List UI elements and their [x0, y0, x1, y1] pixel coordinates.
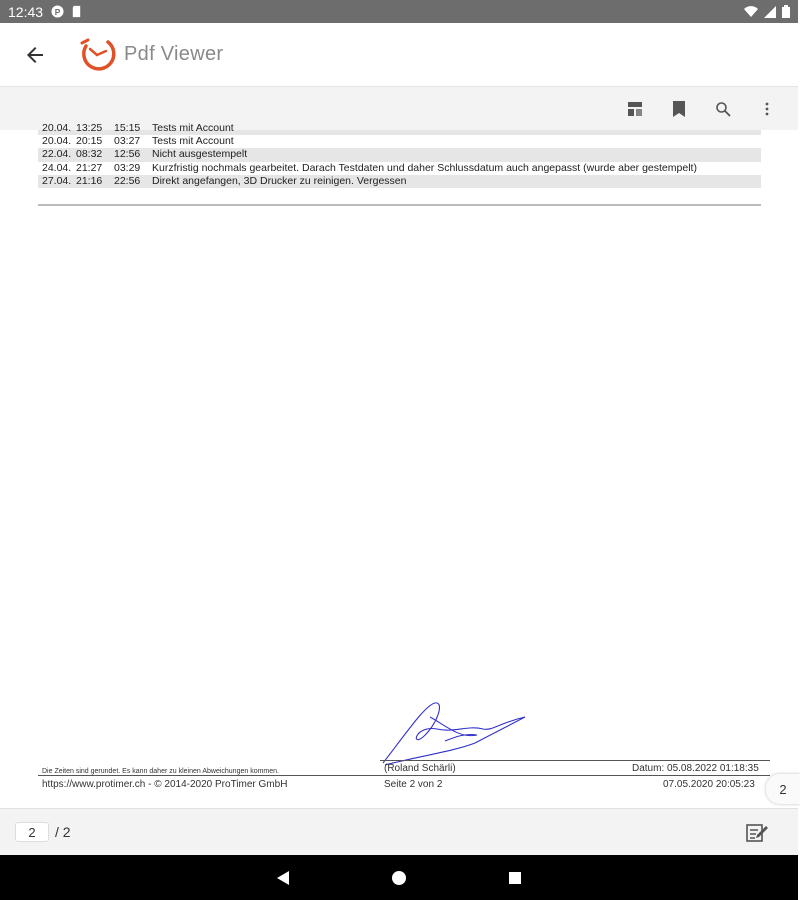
- footer-divider: [38, 775, 770, 776]
- wifi-icon: [744, 6, 758, 18]
- entry-duration: 22:56: [114, 174, 141, 187]
- page-indicator-badge[interactable]: 2: [766, 774, 800, 804]
- back-button[interactable]: [0, 23, 70, 86]
- system-nav-bar: [0, 855, 798, 900]
- recents-square-icon[interactable]: [507, 870, 523, 886]
- more-vert-icon: [764, 101, 770, 117]
- signature-name: (Roland Schärli): [384, 763, 456, 774]
- entry-date: 27.04.: [42, 174, 72, 187]
- p-circle-icon: [51, 5, 64, 18]
- layout-icon: [627, 101, 643, 117]
- entry-date: 24.04.: [42, 161, 72, 174]
- entry-date: 22.04.: [42, 148, 72, 161]
- app-bar: [0, 23, 798, 86]
- signature-line: [380, 760, 770, 761]
- sd-card-icon: [70, 5, 83, 18]
- layout-button[interactable]: [624, 98, 646, 120]
- entry-description: Direkt angefangen, 3D Drucker zu reinigen. Vergessen: [152, 174, 407, 187]
- entry-start: 20:15: [76, 135, 103, 147]
- page-number-input[interactable]: [15, 822, 49, 842]
- rounding-note: Die Zeiten sind gerundet. Es kann daher zu kleinen Abweichungen kommen.: [42, 768, 279, 775]
- bookmark-button[interactable]: [668, 98, 690, 120]
- table-row: [38, 162, 761, 175]
- pdf-page-view[interactable]: [0, 130, 798, 808]
- footer-url: https://www.protimer.ch - © 2014-2020 ProTimer GmbH: [42, 779, 288, 790]
- entry-start: 21:27: [76, 161, 103, 174]
- entry-date: 20.04.: [42, 135, 72, 147]
- page-total: / 2: [55, 824, 71, 840]
- handwritten-signature: [375, 695, 535, 767]
- app-title: Pdf Viewer: [124, 43, 224, 65]
- more-button[interactable]: [756, 98, 778, 120]
- footer-timestamp: 07.05.2020 20:05:23: [663, 779, 755, 790]
- pager-bar: [0, 808, 798, 855]
- svg-text:P: P: [54, 6, 61, 17]
- search-icon: [715, 101, 731, 117]
- home-circle-icon[interactable]: [391, 870, 407, 886]
- footer-page-number: Seite 2 von 2: [384, 779, 443, 790]
- table-row: [38, 148, 761, 161]
- entry-duration: 03:27: [114, 135, 141, 147]
- annotate-button[interactable]: [744, 819, 770, 845]
- table-row: [38, 175, 761, 188]
- time-entries-table: [38, 130, 761, 188]
- table-end-divider: [38, 204, 761, 206]
- app-brand: [78, 38, 223, 72]
- entry-duration: 03:29: [114, 161, 141, 174]
- protimer-clock-logo: [78, 38, 120, 72]
- search-button[interactable]: [712, 98, 734, 120]
- back-triangle-icon[interactable]: [275, 870, 291, 886]
- signature-date: Datum: 05.08.2022 01:18:35: [632, 763, 759, 774]
- edit-note-icon: [745, 821, 769, 843]
- entry-start: 21:16: [76, 174, 103, 187]
- entry-duration: 12:56: [114, 148, 141, 161]
- arrow-back-icon: [25, 45, 45, 65]
- entry-description: Tests mit Account: [152, 135, 234, 147]
- entry-start: 08:32: [76, 148, 103, 161]
- entry-description: Nicht ausgestempelt: [152, 148, 248, 161]
- status-time: 12:43: [8, 3, 44, 20]
- status-bar: [0, 0, 798, 23]
- table-row: [38, 135, 761, 148]
- bookmark-icon: [672, 101, 686, 117]
- signal-icon: [764, 6, 776, 18]
- battery-icon: [782, 5, 790, 18]
- entry-description: Kurzfristig nochmals gearbeitet. Darach Testdaten und daher Schlussdatum auch angepasst (wurde aber gestempelt): [152, 161, 697, 174]
